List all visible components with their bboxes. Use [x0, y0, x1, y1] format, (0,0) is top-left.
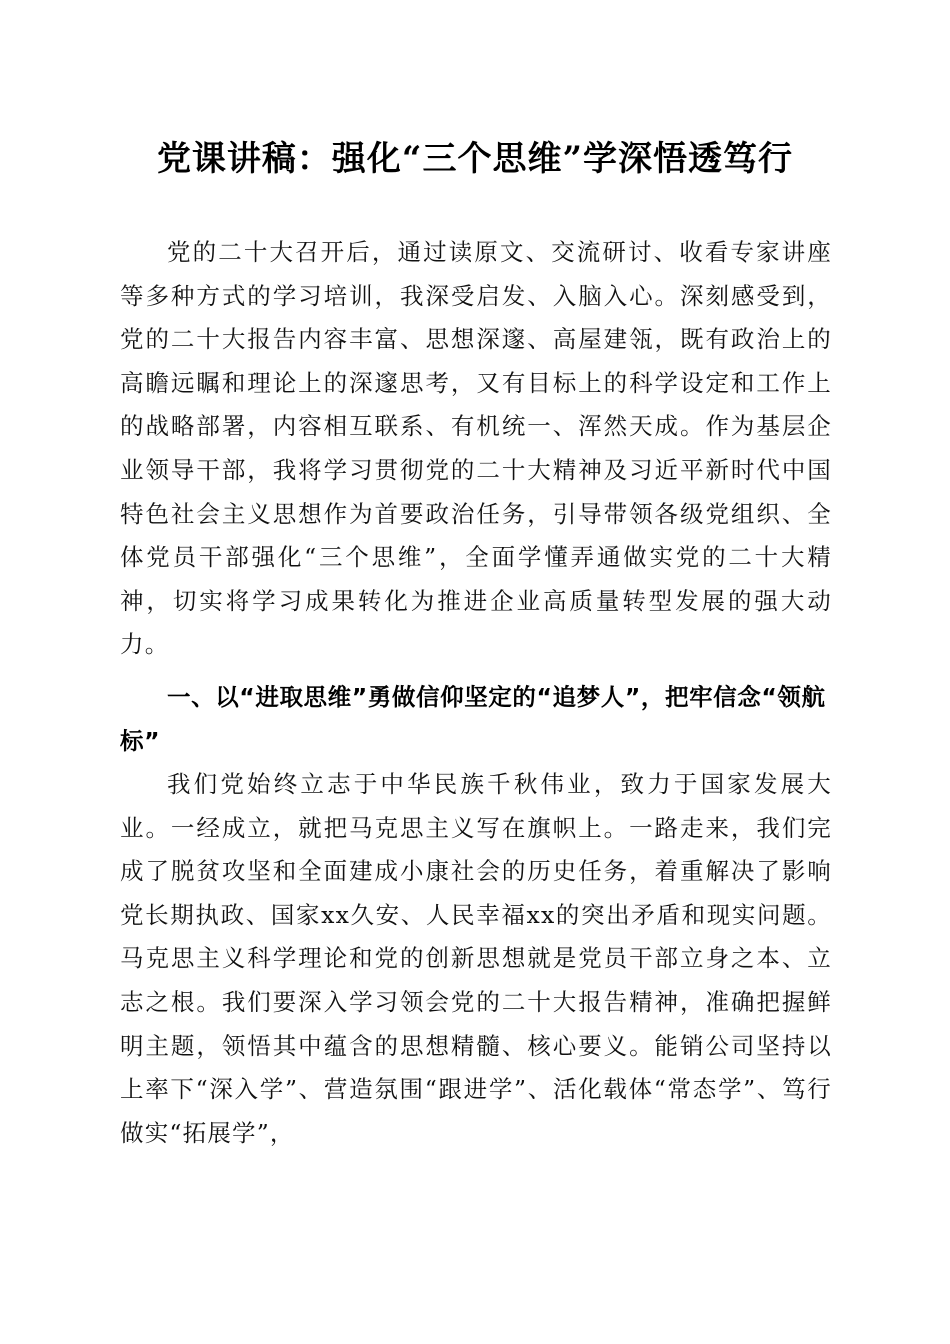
intro-paragraph: 党的二十大召开后，通过读原文、交流研讨、收看专家讲座等多种方式的学习培训，我深受启发、入脑入心。深刻感受到，党的二十大报告内容丰富、思想深邃、高屋建瓴，既有政治上的高瞻远瞩和理论上的深邃思考，又有目标上的科学设定和工作上的战略部署，内容相互联系、有机统一、浑然天成。作为基层企业领导干部，我将学习贯彻党的二十大精神及习近平新时代中国特色社会主义思想作为首要政治任务，引导带领各级党组织、全体党员干部强化“三个思维”，全面学懂弄通做实党的二十大精神，切实将学习成果转化为推进企业高质量转型发展的强大动力。 [120, 238, 832, 659]
section-1-paragraph: 我们党始终立志于中华民族千秋伟业，致力于国家发展大业。一经成立，就把马克思主义写在旗帜上。一路走来，我们完成了脱贫攻坚和全面建成小康社会的历史任务，着重解决了影响党长期执政、国家xx久安、人民幸福xx的突出矛盾和现实问题。马克思主义科学理论和党的创新思想就是党员干部立身之本、立志之根。我们要深入学习领会党的二十大报告精神，准确把握鲜明主题，领悟其中蕴含的思想精髓、核心要义。能销公司坚持以上率下“深入学”、营造氛围“跟进学”、活化载体“常态学”、笃行做实“拓展学”， [120, 770, 832, 1147]
document-title: 党课讲稿：强化“三个思维”学深悟透笃行 [156, 139, 794, 179]
section-heading-1: 一、以“进取思维”勇做信仰坚定的“追梦人”，把牢信念“领航标” [120, 683, 826, 755]
